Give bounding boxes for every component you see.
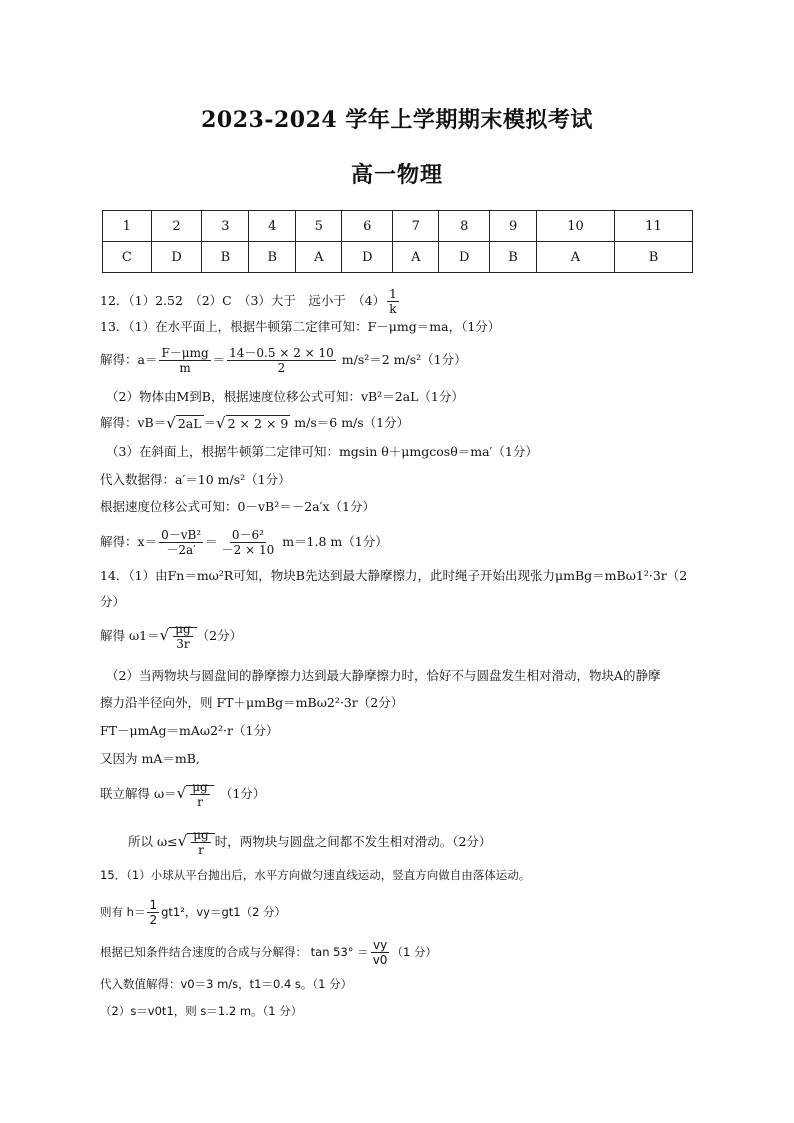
question-number-cell: 9 [490, 211, 537, 242]
q13-fraction-3: $\frac{\text{0－vB²}}{-2a'}$ [161, 528, 202, 557]
question-number-cell: 3 [202, 211, 249, 242]
q14-line-6: 联立解得 ω＝√ $\frac{\mu g}{r}$ （1分） [100, 780, 266, 809]
question-number-cell: 10 [537, 211, 615, 242]
answer-table [102, 210, 693, 273]
question-number-cell: 11 [614, 211, 692, 242]
q15-line-5: （2）s＝v0t1，则 s＝1.2 m。（1 分） [100, 1004, 303, 1018]
q12-fraction: $\frac{1}{k}$ [389, 287, 397, 316]
q14-line-7: 所以 ω≤√ $\frac{\mu g}{r}$ 时，两物块与圆盘之间都不发生相对滑动。（2分） [128, 828, 492, 857]
answer-cell: A [393, 242, 439, 273]
q15-line-3: 根据已知条件结合速度的合成与分解得： tan 53° ＝ $\frac{vy}{v0}$ （1 分） [100, 938, 437, 967]
question-number-cell: 1 [103, 211, 152, 242]
q14-line-3b: 擦力沿半径向外，则 FT＋μmBg＝mBω2²·3r（2分） [100, 695, 404, 710]
q13-sqrt-1: √ 2aL [166, 414, 202, 432]
answer-cell: A [296, 242, 342, 273]
q13-line-4: 解得：vB＝√ 2aL ＝√ 2 × 2 × 9 m/s＝6 m/s（1分） [100, 414, 410, 432]
q13-line-8: 解得：x＝ $\frac{\text{0－vB²}}{-2a'}$ ＝ $\frac{\text{0－6²}}{-2 \times 10}$ m＝1.8 m（1分） [100, 528, 388, 557]
answer-cell: D [439, 242, 490, 273]
question-number-cell: 5 [296, 211, 342, 242]
q15-line-4: 代入数值解得：v0＝3 m/s，t1＝0.4 s。（1 分） [100, 977, 353, 991]
answer-cell: B [614, 242, 692, 273]
q14-line-3: （2）当两物块与圆盘间的静摩擦力达到最大静摩擦力时，恰好不与圆盘发生相对滑动，物块A的静摩 [106, 668, 661, 683]
q13-fraction-4: $\frac{\text{0－6²}}{-2 \times 10}$ [221, 528, 275, 557]
q13-line-3: （2）物体由M到B，根据速度位移公式可知：vB²＝2aL（1分） [106, 389, 464, 404]
q13-fraction-2: $\frac{14-0.5 \times 2 \times 10}{2}$ [229, 346, 334, 375]
q13-line-6: 代入数据得：a′＝10 m/s²（1分） [100, 472, 291, 487]
question-number-cell: 4 [249, 211, 296, 242]
q14-line-4: FT－μmAg＝mAω2²·r（1分） [100, 723, 279, 738]
q13-line-5: （3）在斜面上，根据牛顿第二定律可知：mgsin θ＋μmgcosθ＝ma′（1分） [106, 444, 538, 459]
question-number-cell: 6 [342, 211, 393, 242]
q14-line-1: 14．（1）由Fn＝mω²R可知，物块B先达到最大静摩擦力，此时绳子开始出现张力μmBg＝mBω1²·3r（2 [100, 568, 688, 583]
question-number-cell: 8 [439, 211, 490, 242]
q13-sqrt-2: √ 2 × 2 × 9 [216, 414, 289, 432]
answer-table-number-row [103, 211, 693, 242]
q12-line [100, 287, 401, 316]
subject-title: 高一物理 [350, 162, 443, 188]
q14-line-1b: 分） [100, 594, 126, 609]
q15-line-1: 15．（1）小球从平台抛出后，水平方向做匀速直线运动，竖直方向做自由落体运动。 [100, 868, 531, 882]
q14-line-5: 又因为 mA＝mB, [100, 751, 200, 766]
answer-cell: A [537, 242, 615, 273]
q12-text: 12．（1）2.52 （2）C （3）大于 远小于 （4） [100, 293, 386, 308]
answer-cell: D [151, 242, 202, 273]
q15-line-2: 则有 h＝ $\frac{1}{2}$ gt1²，vy＝gt1（2 分） [100, 898, 287, 927]
q14-sqrt-1: √ $\frac{\mu g}{3r}$ [160, 622, 197, 651]
q14-line-2: 解得 ω1＝√ $\frac{\mu g}{3r}$ （2分） [100, 622, 243, 651]
question-number-cell: 2 [151, 211, 202, 242]
question-number-cell: 7 [393, 211, 439, 242]
answer-cell: B [490, 242, 537, 273]
q14-sqrt-2: √ $\frac{\mu g}{r}$ [177, 780, 214, 809]
q13-line-7: 根据速度位移公式可知：0－vB²＝－2a′x（1分） [100, 499, 375, 514]
exam-title: 2023-2024 学年上学期期末模拟考试 [201, 107, 593, 133]
q14-sqrt-3: √ $\frac{\mu g}{r}$ [178, 828, 215, 857]
q13-line-2: 解得：a＝ $\frac{\text{F－μmg}}{m}$ ＝ $\frac{14-0.5 \times 2 \times 10}{2}$ m/s²＝2 m/s²（1分） [100, 346, 467, 375]
answer-cell: C [103, 242, 152, 273]
q13-line-1: 13．（1）在水平面上，根据牛顿第二定律可知：F－μmg＝ma，（1分） [100, 319, 501, 334]
q15-fraction-2: $\frac{vy}{v0}$ [372, 938, 388, 967]
q15-fraction-1: $\frac{1}{2}$ [149, 898, 158, 927]
answer-cell: B [249, 242, 296, 273]
q13-fraction-1: $\frac{\text{F－μmg}}{m}$ [161, 346, 209, 375]
answer-table-answer-row [103, 242, 693, 273]
answer-cell: D [342, 242, 393, 273]
answer-cell: B [202, 242, 249, 273]
